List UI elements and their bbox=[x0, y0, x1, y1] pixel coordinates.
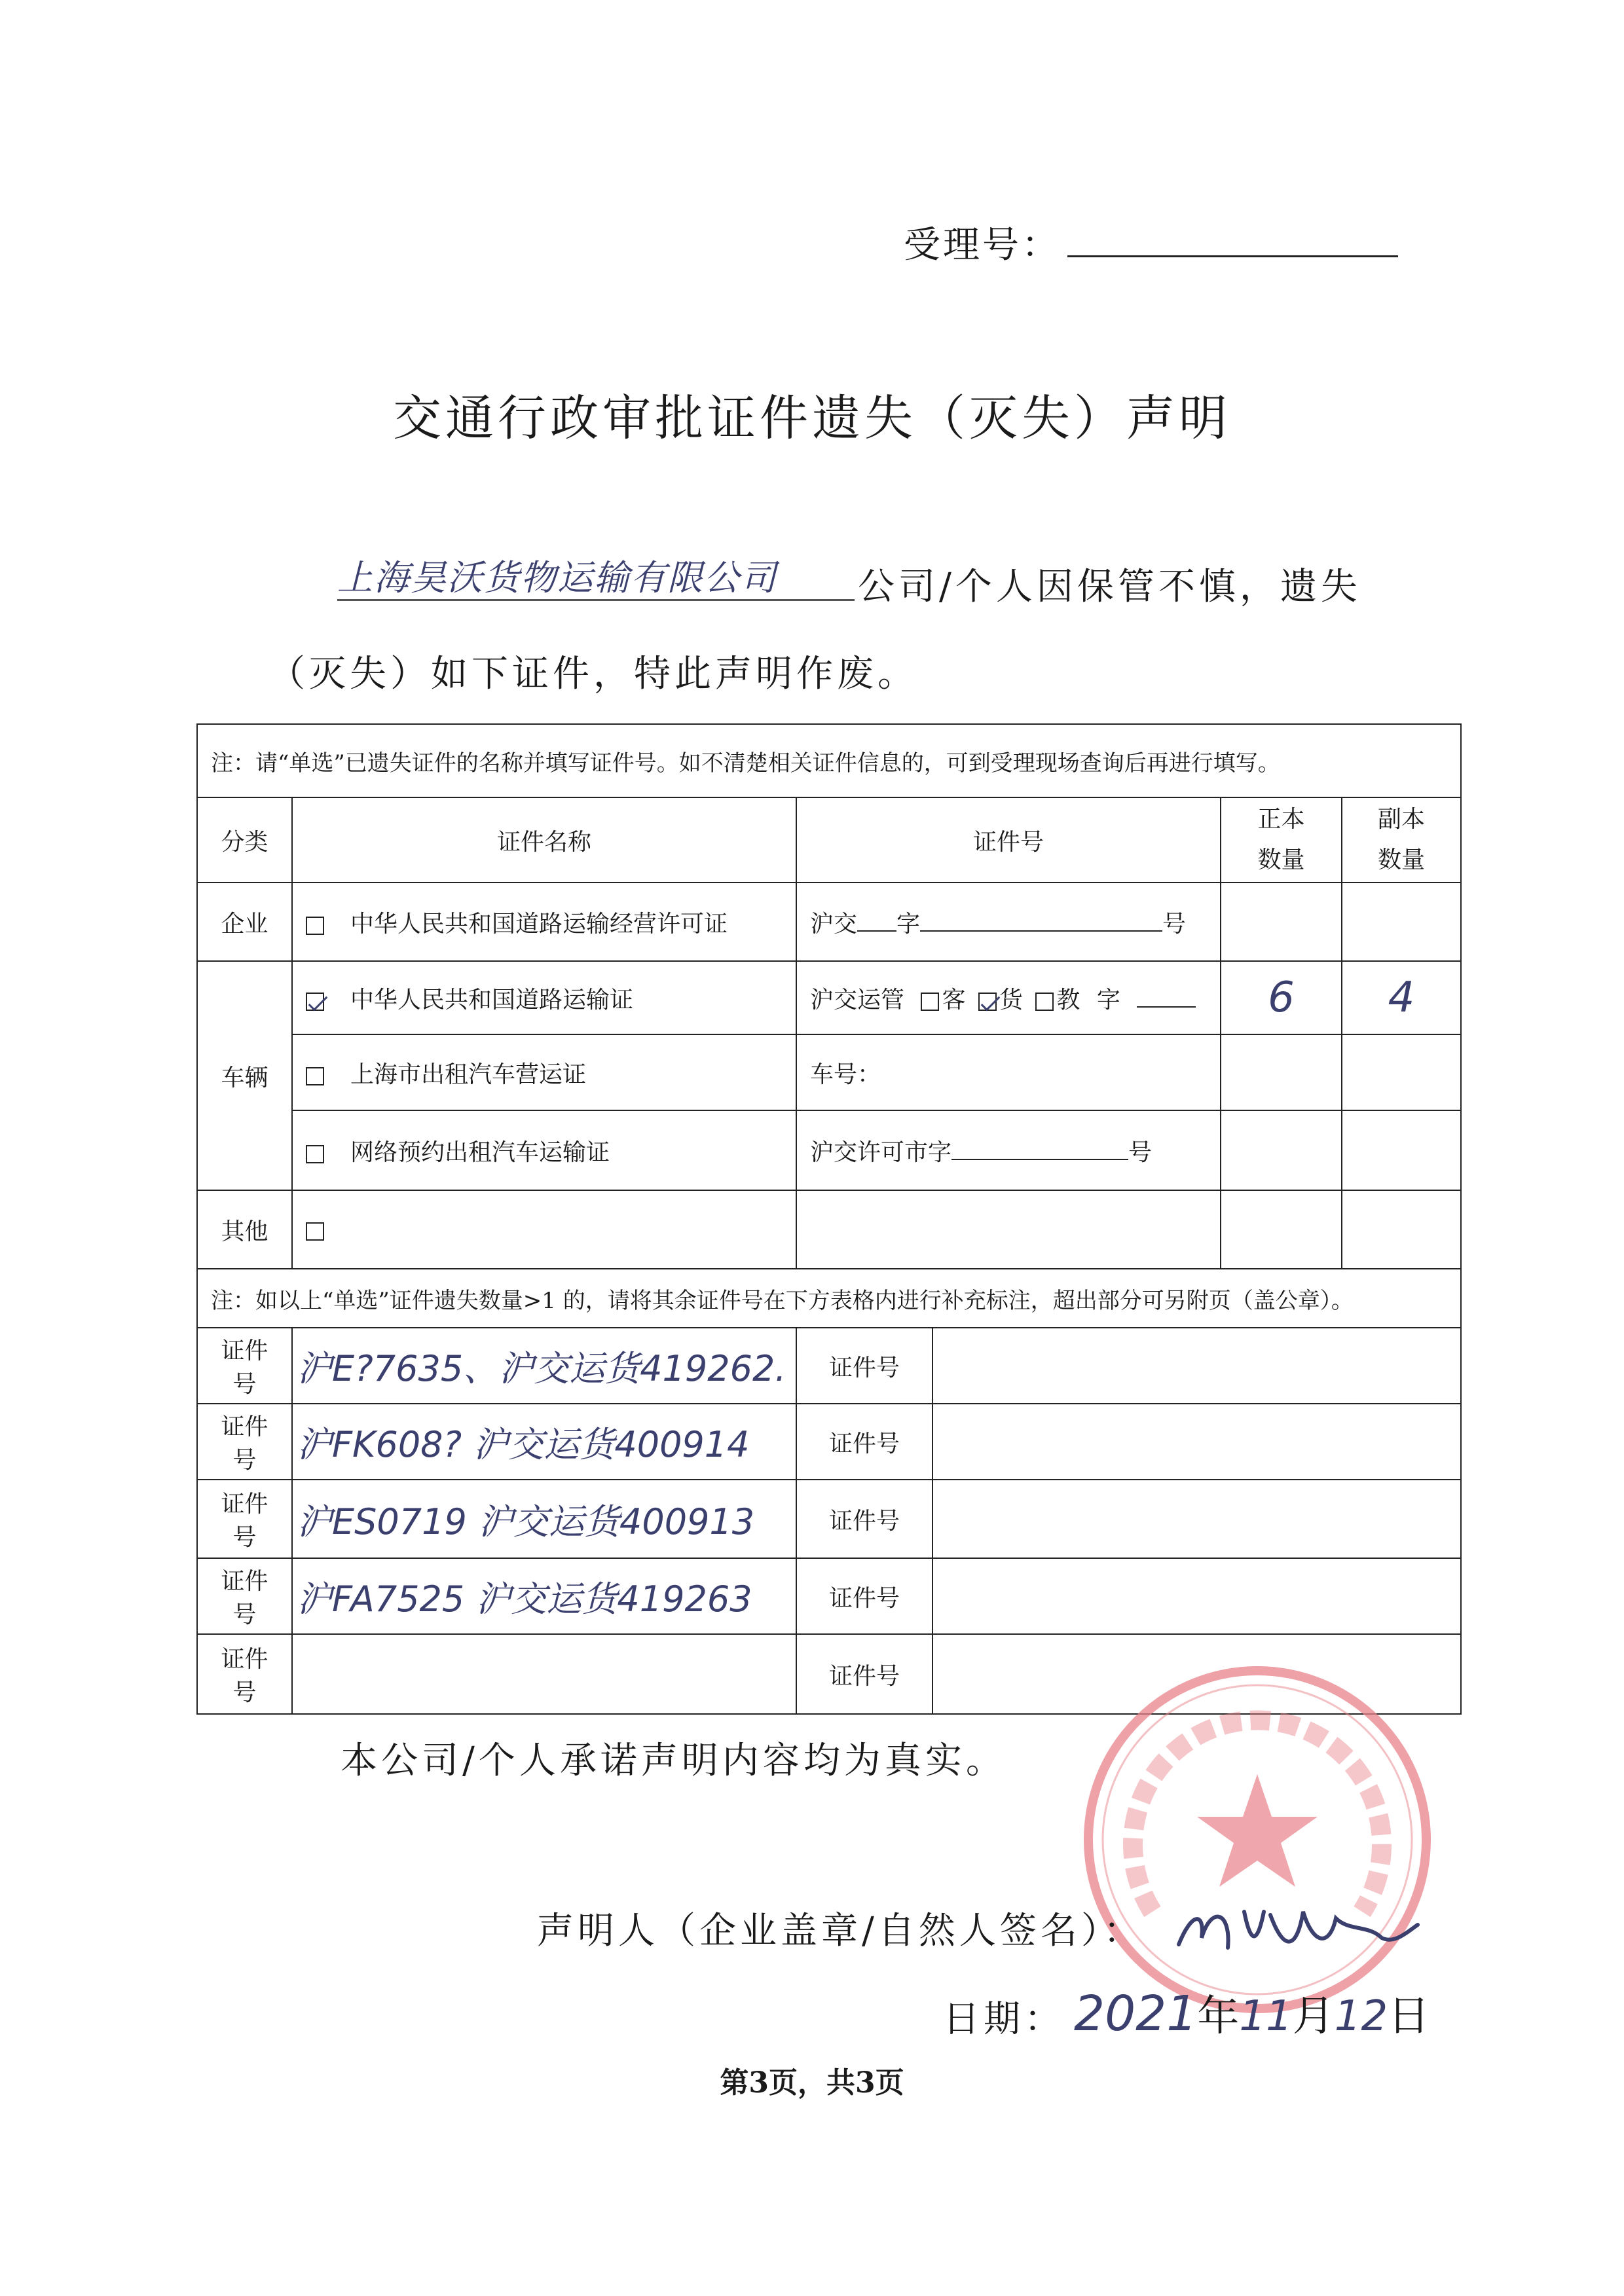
lost-certificate-table bbox=[196, 723, 1462, 1715]
acceptance-number-field[interactable] bbox=[1067, 255, 1398, 257]
supplement-label-right: 证件号 bbox=[796, 1634, 932, 1714]
table-note-top: 注：请“单选”已遗失证件的名称并填写证件号。如不清楚相关证件信息的，可到受理现场查询后再进行填写。 bbox=[197, 724, 1461, 797]
option-passenger: 客 bbox=[942, 986, 966, 1013]
option-teaching: 教 bbox=[1056, 986, 1080, 1013]
supplement-label-right: 证件号 bbox=[796, 1328, 932, 1404]
declarant-label: 声明人（企业盖章/自然人签名）： bbox=[537, 1910, 1144, 1952]
row-taxi-name bbox=[292, 1034, 796, 1110]
header-category: 分类 bbox=[197, 797, 292, 883]
ridehail-original-count[interactable] bbox=[1221, 1110, 1342, 1190]
enterprise-cert-name: 中华人民共和国道路运输经营许可证 bbox=[350, 910, 728, 938]
supplement-entry-text: 沪E?7635、沪交运货419262. bbox=[297, 1347, 786, 1389]
supplement-entry[interactable] bbox=[292, 1558, 796, 1634]
checkbox-cargo-checked[interactable] bbox=[978, 993, 997, 1011]
header-original-count-text: 正本数量 bbox=[1257, 806, 1305, 873]
supplement-label-right: 证件号 bbox=[796, 1480, 932, 1558]
enterprise-copy-count[interactable] bbox=[1342, 883, 1461, 961]
other-original-count[interactable] bbox=[1221, 1190, 1342, 1269]
supplement-label-left: 证件号 bbox=[197, 1328, 292, 1404]
header-copy-count bbox=[1342, 797, 1461, 883]
supplement-entry-text: 沪FA7525 沪交运货419263 bbox=[297, 1578, 752, 1620]
date-year: 2021 bbox=[1074, 1986, 1198, 2042]
transport-no-prefix: 沪交运管 bbox=[810, 986, 905, 1013]
supplement-entry[interactable] bbox=[292, 1404, 796, 1480]
checkbox-transport-checked[interactable] bbox=[306, 993, 324, 1011]
table-note-bottom: 注：如以上“单选”证件遗失数量>1 的，请将其余证件号在下方表格内进行补充标注，超出部分可另附页（盖公章）。 bbox=[197, 1269, 1461, 1328]
header-certificate-name: 证件名称 bbox=[292, 797, 796, 883]
row-transport-number bbox=[796, 961, 1221, 1034]
category-vehicle: 车辆 bbox=[197, 961, 292, 1190]
supplement-entry-text: 沪FK608? 沪交运货400914 bbox=[297, 1423, 750, 1465]
header-certificate-number: 证件号 bbox=[796, 797, 1221, 883]
signature-scribble bbox=[1172, 1886, 1421, 1971]
statement-line-1: 公司/个人因保管不慎，遗失 bbox=[858, 566, 1361, 608]
checkbox-enterprise[interactable] bbox=[306, 917, 324, 935]
row-other-name bbox=[292, 1190, 796, 1269]
header-original-count bbox=[1221, 797, 1342, 883]
date-day: 12 bbox=[1334, 1992, 1388, 2041]
other-copy-count[interactable] bbox=[1342, 1190, 1461, 1269]
taxi-original-count[interactable] bbox=[1221, 1034, 1342, 1110]
row-enterprise-number bbox=[796, 883, 1221, 961]
date-label: 日期： bbox=[943, 1998, 1065, 2041]
supplement-label-left: 证件号 bbox=[197, 1480, 292, 1558]
row-enterprise-name bbox=[292, 883, 796, 961]
supplement-entry-right[interactable] bbox=[932, 1480, 1461, 1558]
company-name-underline bbox=[337, 599, 855, 601]
ridehail-no-suffix: 号 bbox=[1128, 1139, 1153, 1166]
transport-cert-name: 中华人民共和国道路运输证 bbox=[350, 986, 634, 1013]
transport-copy-value: 4 bbox=[1388, 974, 1415, 1022]
statement-line-2: （灭失）如下证件，特此声明作废。 bbox=[268, 653, 918, 695]
enterprise-no-prefix: 沪交 bbox=[810, 910, 858, 938]
enterprise-original-count[interactable] bbox=[1221, 883, 1342, 961]
date-month-unit: 月 bbox=[1292, 1992, 1335, 2041]
category-other: 其他 bbox=[197, 1190, 292, 1269]
document-title: 交通行政审批证件遗失（灭失）声明 bbox=[393, 390, 1231, 446]
supplement-entry[interactable] bbox=[292, 1634, 796, 1714]
commitment-statement: 本公司/个人承诺声明内容均为真实。 bbox=[341, 1740, 1006, 1782]
supplement-entry-right[interactable] bbox=[932, 1404, 1461, 1480]
handwritten-signature bbox=[1172, 1886, 1421, 1982]
transport-original-value: 6 bbox=[1268, 974, 1295, 1022]
transport-no-blank[interactable] bbox=[1137, 1006, 1196, 1008]
checkbox-other[interactable] bbox=[306, 1222, 324, 1241]
supplement-label-left: 证件号 bbox=[197, 1558, 292, 1634]
supplement-label-right: 证件号 bbox=[796, 1404, 932, 1480]
checkbox-ridehail[interactable] bbox=[306, 1145, 324, 1163]
supplement-entry[interactable] bbox=[292, 1328, 796, 1404]
option-cargo: 货 bbox=[999, 986, 1023, 1013]
transport-copy-count[interactable] bbox=[1342, 961, 1461, 1034]
transport-no-char: 字 bbox=[1096, 986, 1120, 1013]
ridehail-copy-count[interactable] bbox=[1342, 1110, 1461, 1190]
row-taxi-number bbox=[796, 1034, 1221, 1110]
category-enterprise: 企业 bbox=[197, 883, 292, 961]
date-month: 11 bbox=[1239, 1992, 1293, 2041]
enterprise-no-mid: 字 bbox=[896, 910, 921, 938]
taxi-no-label: 车号： bbox=[810, 1061, 881, 1088]
date-day-unit: 日 bbox=[1388, 1992, 1430, 2041]
date-value bbox=[1074, 1982, 1430, 2043]
enterprise-no-suffix: 号 bbox=[1162, 910, 1187, 938]
acceptance-number-label: 受理号： bbox=[904, 224, 1061, 266]
supplement-label-right: 证件号 bbox=[796, 1558, 932, 1634]
taxi-cert-name: 上海市出租汽车营运证 bbox=[350, 1061, 587, 1088]
enterprise-no-blank-1[interactable] bbox=[857, 930, 896, 932]
company-name-handwritten: 上海昊沃货物运输有限公司 bbox=[337, 557, 777, 598]
checkbox-passenger[interactable] bbox=[921, 993, 939, 1011]
checkbox-taxi[interactable] bbox=[306, 1067, 324, 1085]
ridehail-no-blank[interactable] bbox=[951, 1159, 1128, 1160]
supplement-entry-right[interactable] bbox=[932, 1558, 1461, 1634]
row-other-number[interactable] bbox=[796, 1190, 1221, 1269]
page-number: 第3页，共3页 bbox=[720, 2066, 904, 2100]
supplement-entry-text: 沪ES0719 沪交运货400913 bbox=[297, 1501, 755, 1542]
row-ridehail-name bbox=[292, 1110, 796, 1190]
supplement-label-left: 证件号 bbox=[197, 1634, 292, 1714]
supplement-entry-right[interactable] bbox=[932, 1328, 1461, 1404]
date-year-unit: 年 bbox=[1197, 1992, 1240, 2041]
row-transport-name bbox=[292, 961, 796, 1034]
ridehail-no-prefix: 沪交许可市字 bbox=[810, 1139, 952, 1166]
taxi-copy-count[interactable] bbox=[1342, 1034, 1461, 1110]
supplement-label-left: 证件号 bbox=[197, 1404, 292, 1480]
supplement-entry[interactable] bbox=[292, 1480, 796, 1558]
enterprise-no-blank-2[interactable] bbox=[920, 930, 1162, 932]
transport-original-count[interactable] bbox=[1221, 961, 1342, 1034]
header-copy-count-text: 副本数量 bbox=[1377, 806, 1425, 873]
row-ridehail-number bbox=[796, 1110, 1221, 1190]
checkbox-teaching[interactable] bbox=[1035, 993, 1054, 1011]
ridehail-cert-name: 网络预约出租汽车运输证 bbox=[350, 1139, 610, 1166]
